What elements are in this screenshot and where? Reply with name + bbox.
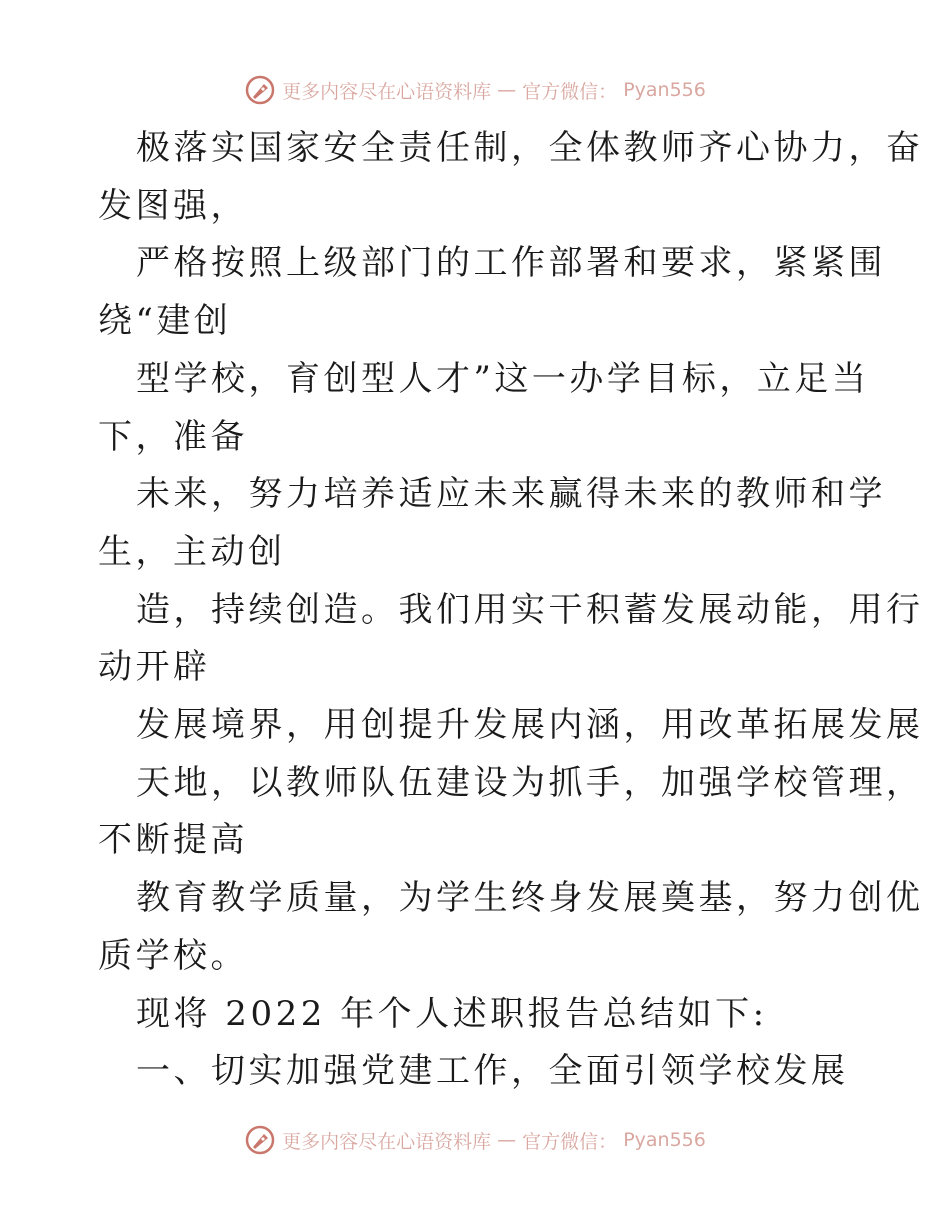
text-line: 型学校，育创型人才”这一办学目标，立足当	[136, 358, 870, 399]
text-line: 严格按照上级部门的工作部署和要求，紧紧围	[136, 243, 886, 284]
text-line: 天地，以教师队伍建设为抓手，加强学校管理，	[136, 762, 924, 803]
text-line: 动开辟	[98, 647, 211, 688]
text-line: 教育教学质量，为学生终身发展奠基，努力创优	[136, 878, 924, 919]
section-heading: 一、切实加强党建工作，全面引领学校发展	[136, 1051, 849, 1092]
text-line: 未来，努力培养适应未来赢得未来的教师和学	[136, 474, 886, 515]
text-line: 造，持续创造。我们用实干积蓄发展动能，用行	[136, 589, 924, 630]
text-line: 发展境界，用创提升发展内涵，用改革拓展发展	[136, 705, 924, 746]
text-line: 绕“建创	[98, 301, 232, 342]
watermark-id: Pyan556	[623, 1129, 706, 1151]
document-body	[98, 120, 924, 1101]
watermark-id: Pyan556	[623, 79, 706, 101]
text-line: 生，主动创	[98, 531, 286, 572]
header-watermark	[0, 70, 950, 110]
text-line: 极落实国家安全责任制，全体教师齐心协力，奋	[136, 128, 924, 168]
text-line: 质学校。	[98, 935, 248, 976]
text-line: 发图强，	[98, 185, 248, 226]
watermark-separator: —	[497, 1129, 517, 1151]
pen-nib-circle-icon	[244, 1124, 276, 1156]
watermark-official-label: 官方微信：	[522, 80, 618, 103]
text-line: 下，准备	[98, 416, 248, 457]
watermark-separator: —	[497, 79, 517, 101]
watermark-text: 更多内容尽在心语资料库	[282, 1130, 492, 1153]
pen-nib-circle-icon	[244, 74, 276, 106]
text-line: 现将 2022 年个人述职报告总结如下:	[136, 993, 768, 1034]
text-line: 不断提高	[98, 820, 248, 861]
footer-watermark	[0, 1120, 950, 1160]
watermark-text: 更多内容尽在心语资料库	[282, 80, 492, 103]
watermark-official-label: 官方微信：	[522, 1130, 618, 1153]
